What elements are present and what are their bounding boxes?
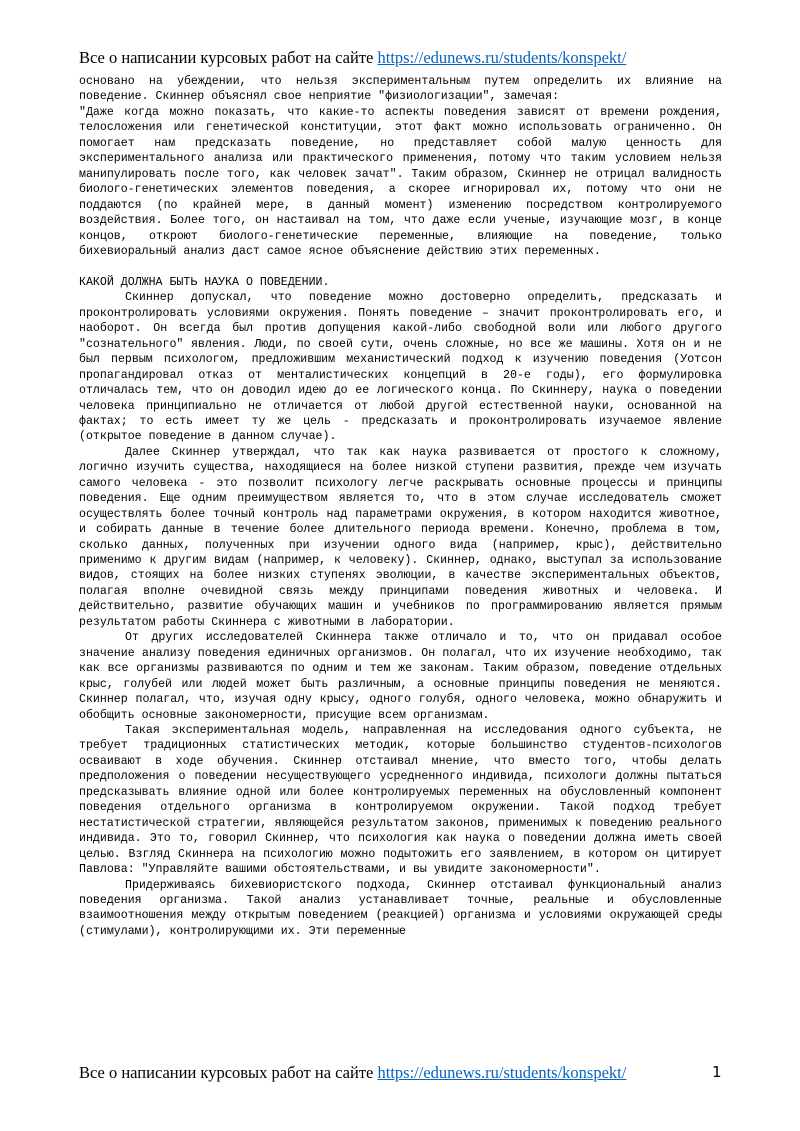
blank-line [79,259,722,274]
footer-link[interactable]: https://edunews.ru/students/konspekt/ [377,1063,627,1082]
header-text: Все о написании курсовых работ на сайте [79,48,378,67]
paragraph-quote: "Даже когда можно показать, что какие-то аспекты поведения зависят от времени рождения, телосложения или генетической конституции, этот факт можно использовать ограниченно. Он помогает нам предсказать поведение, но представляет собой малую ценность для экспериментального анализа или практического применения, потому что таким условием нельзя манипулировать после того, как человек зачат". Таким образом, Скиннер не отрицал валидность биолого-генетических элементов поведения, а скорее игнорировал их, потому что они не поддаются (по крайней мере, в данный момент) изменению посредством контролируемого воздействия. Более того, он настаивал на том, что даже если ученые, изучающие мозг, в конце концов, откроют биолого-генетические переменные, влияющие на поведение, только бихевиоральный анализ даст самое ясное объяснение действию этих переменных. [79,105,722,258]
paragraph-3: Скиннер допускал, что поведение можно достоверно определить, предсказать и проконтролировать условиями окружения. Понять поведение – значит проконтролировать его, и наоборот. Он всегда был против допущения какой-либо свободной воли или любого другого "сознательного" явления. Люди, по своей сути, очень сложные, но все же машины. Хотя он и не был первым психологом, предложившим механистический подход к изучению поведения (Уотсон пропагандировал отказ от менталистических концепций в 20-е годы), его формулировка отличалась тем, что он доводил идею до ее логического конца. По Скиннеру, наука о поведении человека принципиально не отличается от любой другой естественной науки, основанной на фактах; то есть имеет ту же цель - предсказать и проконтролировать изучаемое явление (открытое поведение в данном случае). [79,291,722,444]
body-text [79,74,722,939]
paragraph-1: основано на убеждении, что нельзя экспериментальным путем определить их влияние на поведение. Скиннер объяснял свое неприятие "физиологизации", замечая: [79,75,722,104]
section-heading: КАКОЙ ДОЛЖНА БЫТЬ НАУКА О ПОВЕДЕНИИ. [79,275,330,289]
paragraph-7: Придерживаясь бихевиористского подхода, Скиннер отстаивал функциональный анализ поведения организма. Такой анализ устанавливает точные, реальные и обусловленные взаимоотношения между открытым поведением (реакцией) организма и условиями окружающей среды (стимулами), контролирующими их. Эти переменные [79,878,722,938]
header-link[interactable]: https://edunews.ru/students/konspekt/ [377,48,627,67]
page-footer [79,1063,639,1083]
paragraph-5: От других исследователей Скиннера также отличало и то, что он придавал особое значение анализу поведения единичных организмов. Он полагал, что их изучение необходимо, так как все организмы развиваются по одним и тем же законам. Таким образом, поведение отдельных крыс, голубей или людей может быть различным, а основные принципы поведения не меняются. Скиннер полагал, что, изучая одну крысу, одного голубя, одного человека, можно обнаружить и обобщить основные закономерности, присущие всем организмам. [79,631,722,722]
paragraph-6: Такая экспериментальная модель, направленная на исследования одного субъекта, не требует традиционных статистических методик, которые большинство студентов-психологов осваивают в ходе обучения. Скиннер отстаивал мнение, что вместо того, чтобы делать предположения о поведении несуществующего усредненного индивида, психологи должны пытаться предсказывать влияние одной или более контролируемых переменных на обусловленный компонент поведения отдельного организма в контролируемом окружении. Такой подход требует нестатистической стратегии, являющейся результатом законов, применимых к поведению реального индивида. Это то, говорил Скиннер, что психология как наука о поведении должна иметь своей целью. Взгляд Скиннера на психологию можно подытожить его заявлением, в котором он цитирует Павлова: "Управляйте вашими обстоятельствами, и вы увидите закономерности". [79,724,722,877]
page-header [79,48,739,68]
page-number: 1 [712,1063,722,1081]
paragraph-4: Далее Скиннер утверждал, что так как наука развивается от простого к сложному, логично изучить существа, находящиеся на более низкой ступени развития, прежде чем изучать самого человека - это позволит психологу легче раскрывать основные процессы и принципы поведения. Еще одним преимуществом является то, что в этом случае исследователь сможет осуществлять более точный контроль над параметрами окружения, в котором находится животное, и собирать данные в течение более длительного периода времени. Конечно, проблема в том, сколько данных, полученных при изучении одного вида (например, крыс), действительно применимо к другим видам (например, к человеку). Скиннер, однако, выступал за использование видов, стоящих на более низких ступенях эволюции, в качестве экспериментальных объектов, полагая вполне очевидной связь между принципами поведения животных и человека. И действительно, развитие обучающих машин и учебников по программированию является прямым результатом работы Скиннера с животными в лаборатории. [79,445,722,629]
footer-text: Все о написании курсовых работ на сайте [79,1063,378,1082]
